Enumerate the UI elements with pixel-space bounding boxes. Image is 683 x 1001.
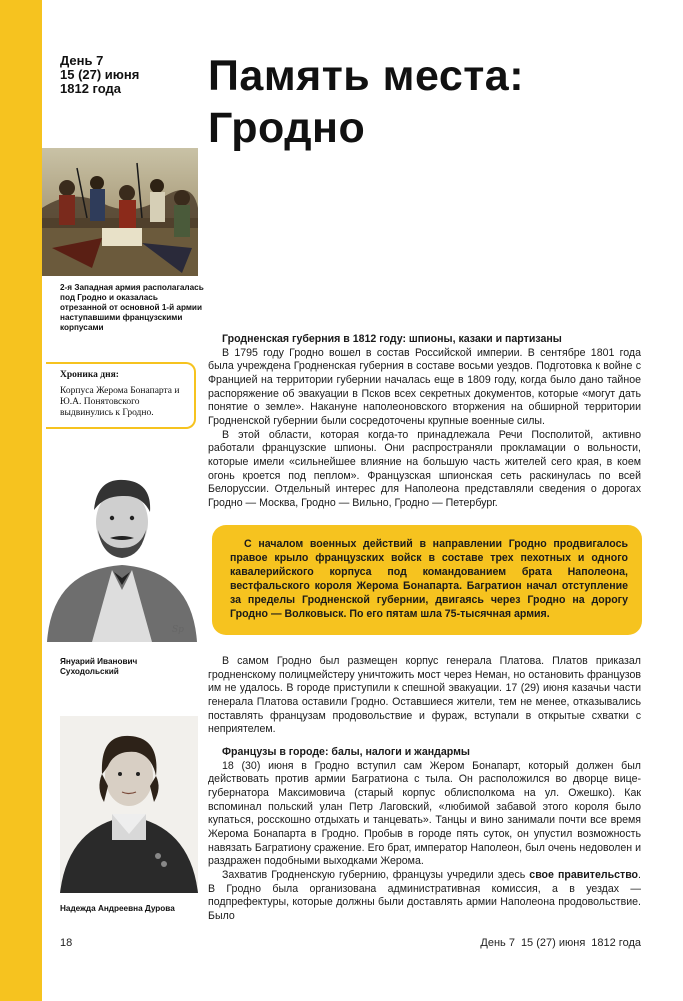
chronicle-box [46, 362, 196, 429]
page-title [208, 50, 524, 154]
chronicle-heading: Хроника дня: [60, 370, 119, 380]
section-1-heading: Гродненская губерния в 1812 году: шпионы, казаки и партизаны [222, 333, 562, 345]
portrait-sukhodolsky-image [42, 460, 202, 642]
title-line-2: Гродно [208, 104, 366, 152]
page-number: 18 [60, 937, 73, 949]
section-3-paragraph-2 [208, 869, 641, 924]
footer-day: День 7 [480, 937, 515, 949]
section-3-paragraph-1: 18 (30) июня в Гродно вступил сам Жером Бонапарт, который должен был действовать против армии Багратиона с тыла. Он расположился во дворце вице-губернатора Максимовича (старый корпус облисполкома на ул. Ожешко). Как вспоминал польский улан Петр Лаговский, «любимой забавой этого короля было купаться, росскошно отдыхать и танцевать». Танцы и вино занимали почти все время Жерома Бонапарта в Гродно. Пробыв в городе пять суток, он упустил возможность навязать Багратиону сражение. Его брат, император Наполеон, был очень недоволен и раздражен подобными выходками Жерома. [208, 759, 641, 868]
section-3-p2-end: . В Гродно была организована административная комиссия, а в уездах — подпрефектуры, которые должны были доставлять армии Наполеона продовольствие. Было [208, 868, 641, 922]
accent-sidebar-bar [0, 0, 42, 1001]
article-section-1 [208, 333, 641, 511]
portrait-durova-image [60, 716, 198, 893]
article-section-2 [208, 655, 641, 737]
section-3-p2-start: Захватив Гродненскую губернию, французы учредили здесь [222, 868, 530, 881]
date-day: День 7 [60, 53, 104, 68]
footer-date-text: 15 (27) июня [520, 937, 586, 949]
date-date: 15 (27) июня [60, 67, 140, 82]
article-section-3 [208, 746, 641, 924]
section-3-heading: Французы в городе: балы, налоги и жандармы [222, 746, 470, 758]
battle-painting-image [42, 148, 198, 276]
footer-year: 1812 года [591, 937, 641, 949]
callout-box: С началом военных действий в направлении Гродно продвигалось правое крыло французских войск в составе трех пехотных и одного кавалерийского корпуса под командованием брата Наполеона, вестфальского короля Жерома Бонапарта. Багратион начал отступление за пределы Гродненской губернии, двигаясь через Гродно на дорогу Гродно — Волковыск. По его пятам шла 75-тысячная армия. [212, 525, 642, 635]
battle-image-caption: 2-я Западная армия располагалась под Гродно и оказалась отрезанной от основной 1-й армии наступавшими французскими корпусами [60, 283, 204, 332]
section-3-p2-bold: свое правительство [529, 868, 639, 881]
portrait-sukhodolsky-caption: Януарий Иванович Суходольский [60, 657, 138, 676]
portrait-signature: Sp [172, 625, 184, 635]
section-2-paragraph-1: В самом Гродно был размещен корпус генерала Платова. Платов приказал гродненскому полицмейстеру уничтожить мост через Неман, но остановить французов им не удалось. В городе приступили к спешной эвакуации. 17 (29) июня казачьи части генерала Платова оставили Гродно. Оставшиеся жители, тем не менее, отказывались поставлять французам продовольствие и фураж, вступали в открытые схватки с неприятелем. [208, 655, 641, 736]
title-line-1: Память места: [208, 52, 525, 100]
section-1-paragraph-2: В этой области, которая когда-то принадлежала Речи Посполитой, активно работали французские шпионы. Они распространяли прокламации о вольности, которые имели «сильнейшее влияние на большую часть жителей сего края, в коем огонь кроется под пеплом». Французская шпионская сеть раскинулась по всей Белоруссии. Отдельный интерес для Наполеона представляли сведения о дорогах Гродно — Москва, Гродно — Вильно, Гродно — Петербург. [208, 428, 641, 509]
date-block [60, 54, 139, 96]
section-1-paragraph-1: В 1795 году Гродно вошел в состав Российской империи. В сентябре 1801 года была учреждена Гродненская губерния в составе восьми уездов. Подготовка к войне с Францией на территории губернии началась еще в 1809 году, когда было дано тайное распоряжение об эвакуации в Псков всех секретных документов, которые «могут дать понятие о земле». Накануне наполеоновского вторжения на обширной территории Гродненской губернии были сосредоточены крупные военные силы. [208, 346, 641, 427]
chronicle-text: Корпуса Жерома Бонапарта и Ю.А. Понятовского выдвинулись к Гродно. [60, 386, 180, 418]
date-year: 1812 года [60, 81, 122, 96]
portrait-durova-caption: Надежда Андреевна Дурова [60, 904, 175, 913]
footer-date [474, 937, 641, 949]
